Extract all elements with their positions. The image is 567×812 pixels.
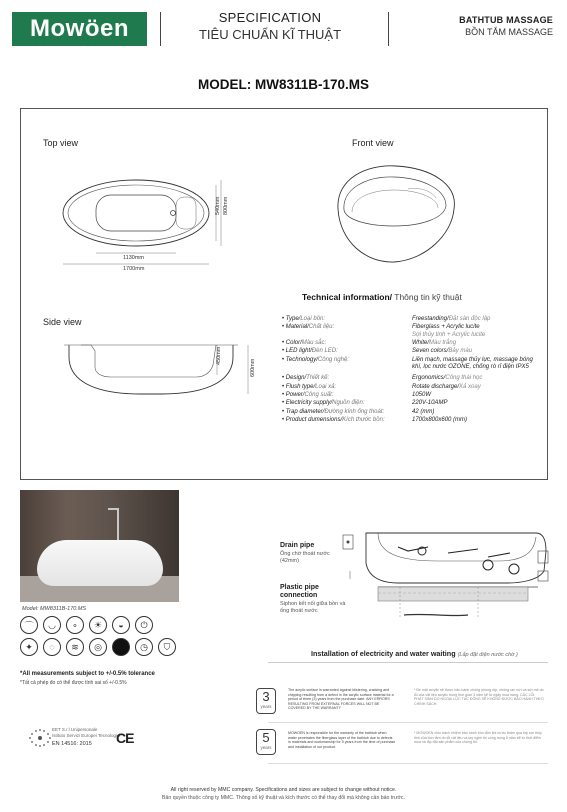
dim-height: 600mm bbox=[250, 358, 256, 377]
spec-row: • Trap diameter/Đường kính ống thoát: 42 (mm) bbox=[282, 409, 540, 416]
timer-icon: ◷ bbox=[135, 638, 153, 656]
side-view-drawing bbox=[61, 339, 271, 409]
installation-diagram bbox=[338, 527, 558, 639]
dot-icon bbox=[112, 638, 130, 656]
divider bbox=[268, 722, 548, 723]
spec-row: • Technology/Công nghệ: Liền mạch, massage thủy lực, massage bóng khí, lọc nước OZONE, chống rò rỉ điện IPX5 bbox=[282, 357, 540, 371]
tolerance-note-vi: *Tất cả phép đo có thể được tính sai số +/-0.5% bbox=[20, 680, 127, 686]
drain-pipe-title: Drain pipe bbox=[280, 542, 315, 549]
plastic-pipe-title: Plastic pipe connection bbox=[280, 584, 319, 599]
photo-caption: Model: MW8311B-170.MS bbox=[22, 606, 87, 612]
product-photo bbox=[20, 490, 179, 602]
dim-inner-height: 450mm bbox=[216, 346, 222, 365]
leak-proof-icon: ◌ bbox=[43, 638, 61, 656]
warranty-unit: years bbox=[260, 745, 272, 750]
massage-icon: ◡ bbox=[43, 616, 61, 634]
warranty-3-text-en: The acrylic surface is warranted against blistering, cracking and chipping resulting from a defect in the acrylic surface material for a period of three (3) years from the purchase date. ANY ERRORS RESULTING FROM EXTERNAL FORCES WILL NOT BE COVERED BY THE WARRANTY bbox=[288, 688, 394, 710]
spec-row: • Flush type/Loại xả: Rotate discharge/Xả xoay bbox=[282, 384, 540, 391]
header-divider bbox=[388, 12, 389, 46]
drain-pipe-desc: Ống chờ thoát nước (42mm) bbox=[280, 551, 330, 564]
installation-caption bbox=[311, 649, 518, 658]
certification-text: EET S.r.l Unipersonale Istituto Servizi Europei Tecnologici bbox=[52, 727, 121, 738]
ozone-icon: ◒ bbox=[112, 616, 130, 634]
certification-standard: EN 14516: 2015 bbox=[52, 741, 92, 747]
model-title: MODEL: MW8311B-170.MS bbox=[197, 77, 370, 92]
product-type-en: BATHTUB MASSAGE bbox=[459, 15, 553, 25]
filter-icon: ≋ bbox=[66, 638, 84, 656]
tolerance-note-en: *All measurements subject to +/-0.5% tolerance bbox=[20, 671, 155, 677]
power-icon: ⏻ bbox=[135, 616, 153, 634]
ergonomic-icon: ⌒ bbox=[20, 616, 38, 634]
shield-icon: ⛉ bbox=[158, 638, 176, 656]
header bbox=[0, 0, 567, 58]
spec-row: • Color/Màu sắc: White/Màu trắng bbox=[282, 340, 540, 347]
warranty-3-years-badge bbox=[256, 688, 276, 714]
brand-logo: Mowöen bbox=[12, 12, 147, 46]
spec-row: • LED light/Đèn LED: Seven colors/Bảy màu bbox=[282, 348, 540, 355]
front-view-drawing bbox=[326, 154, 466, 274]
warranty-unit: years bbox=[260, 704, 272, 709]
header-divider bbox=[160, 12, 161, 46]
spec-title-vi: TIÊU CHUẨN KĨ THUẬT bbox=[198, 27, 342, 42]
footer-vi: Bản quyền thuộc công ty MMC. Thông số kỹ thuật và kích thước có thể thay đổi mà không cần báo trước. bbox=[162, 795, 405, 801]
top-view-drawing bbox=[61, 171, 261, 271]
dim-inner-width: 540mm bbox=[215, 196, 221, 215]
spec-row: • Material/Chất liệu: Fiberglass + Acrylic lucite Sợi thủy tinh + Acrylic lucite bbox=[282, 324, 540, 338]
warranty-years: 5 bbox=[262, 730, 270, 745]
dim-width: 800mm bbox=[223, 196, 229, 215]
warranty-years: 3 bbox=[262, 689, 270, 704]
spiral-icon: ◎ bbox=[89, 638, 107, 656]
dim-length: 1700mm bbox=[123, 266, 145, 271]
warranty-3-text-vi: * Bề mặt acrylic sẽ được bảo hành chống phồng rộp, chống rạn nứt và sứt mẻ do lỗi của vật liệu acrylic trong thời gian 3 năm kể từ ngày mua hàng. CÁC LỖI PHÁT SINH DO NGOẠI LỰC TÁC ĐỘNG SẼ KHÔNG ĐƯỢC BẢO HÀNH THEO CHÍNH SÁCH. bbox=[414, 688, 544, 706]
led-icon: ☀ bbox=[89, 616, 107, 634]
technical-info-title bbox=[302, 292, 462, 302]
spec-title-en: SPECIFICATION bbox=[218, 10, 322, 25]
spec-row: • Power/Công suất: 1050W bbox=[282, 392, 540, 399]
bubble-icon: ∘ bbox=[66, 616, 84, 634]
spec-title bbox=[170, 10, 370, 42]
warranty-5-text-vi: * MOWOEN chịu trách nhiệm bảo hành bồn tắm khi nước thấm qua lớp sợi thủy tinh của bồn tắm do lỗi vật liệu và tay nghề thi công trong 5 năm kể từ thời điểm mua và lắp đặt sản phẩm của chúng tôi. bbox=[414, 731, 544, 745]
ce-mark: CE bbox=[116, 730, 134, 746]
divider bbox=[268, 763, 548, 764]
installation-caption-vi: (Lắp đặt điện nước chờ ) bbox=[457, 652, 518, 658]
warranty-5-years-badge bbox=[256, 729, 276, 755]
plastic-pipe-desc: Siphon kết nối giữa bồn và ống thoát nước bbox=[280, 601, 346, 614]
side-view-label: Side view bbox=[43, 317, 82, 327]
product-type bbox=[459, 15, 553, 37]
installation-caption-en: Installation of electricity and water waiting bbox=[311, 649, 458, 658]
dim-inner-length: 1130mm bbox=[123, 255, 144, 261]
hydro-jet-icon: ✦ bbox=[20, 638, 38, 656]
top-view-label: Top view bbox=[43, 138, 79, 148]
spec-table bbox=[282, 316, 540, 426]
technical-title-en: Technical information/ bbox=[302, 292, 393, 302]
spec-row: • Type/Loại bồn: Freestanding/Đặt sàn độc lập bbox=[282, 316, 540, 323]
spec-row: • Design/Thiết kế: Ergonomics/Công thái học bbox=[282, 375, 540, 382]
bathtub-image bbox=[37, 540, 163, 586]
product-type-vi: BỒN TẮM MASSAGE bbox=[465, 27, 553, 37]
technical-title-vi: Thông tin kỹ thuật bbox=[392, 292, 462, 302]
front-view-label: Front view bbox=[352, 138, 394, 148]
spec-row: • Electricity supply/Nguồn điện: 220V-10AMP bbox=[282, 400, 540, 407]
footer-en: All right reserved by MMC company. Specifications and sizes are subject to change without notice. bbox=[170, 787, 397, 793]
warranty-5-text-en: MOWOEN is responsible for the warranty of the bathtub when water penetrates the fiberglass layer of the bathtub due to defects in materials and workmanship for 5 years from the time of purchase and installation of our product. bbox=[288, 731, 396, 749]
divider bbox=[268, 662, 548, 663]
spec-row: • Product dumensions/Kích thước bồn: 1700x800x600 (mm) bbox=[282, 417, 540, 424]
